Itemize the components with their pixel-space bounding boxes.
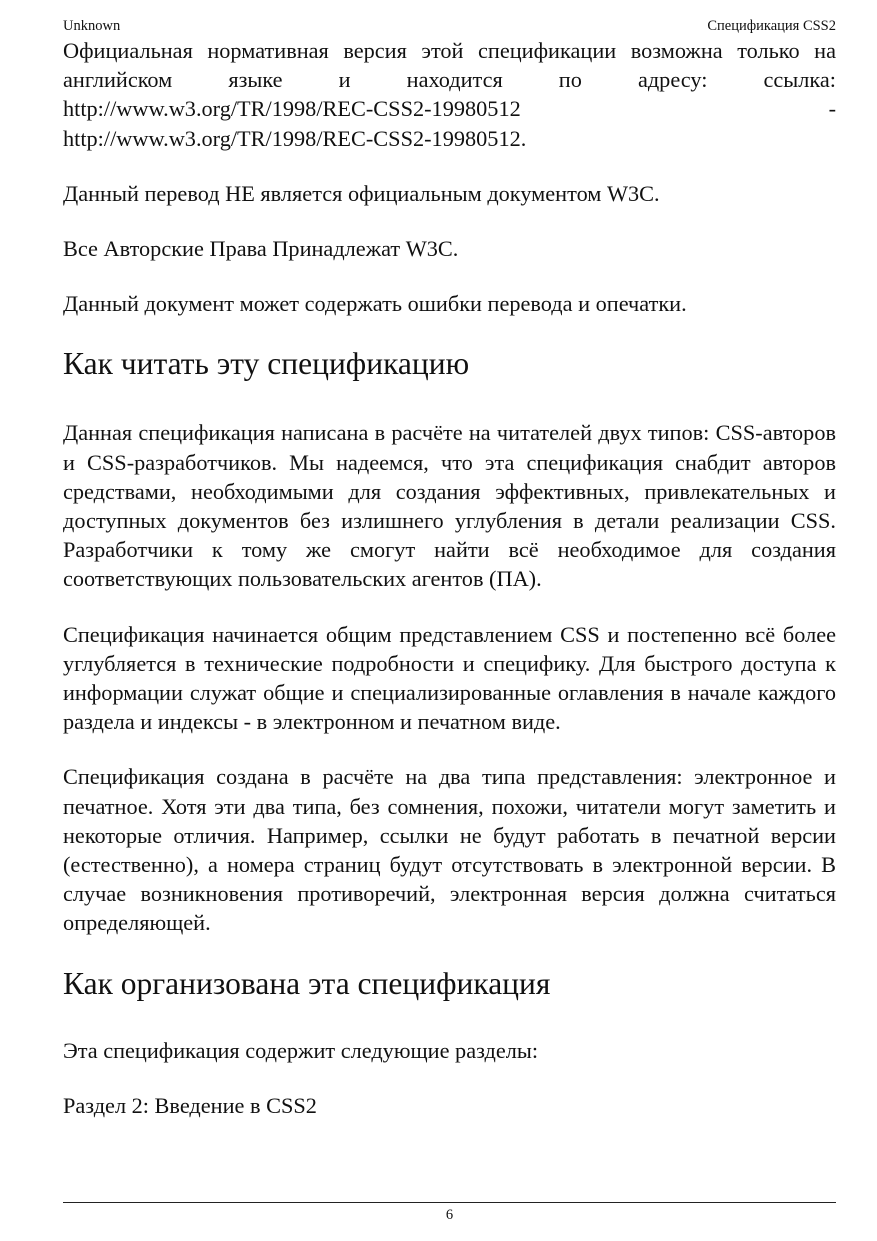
paragraph-presentation: Спецификация создана в расчёте на два типа представления: электронное и печатное. Хотя эти два типа, без сомнения, похожи, читатели могут заметить и некоторые отличия. Например, ссылки не будут работать в печатной версии (естественно), а номера страниц будут отсутствовать в электронной версии. В случае возникновения противоречий, электронная версия должна считаться определяющей. (63, 764, 836, 936)
section-list-item: Раздел 2: Введение в CSS2 (63, 1092, 317, 1118)
spec-link-url[interactable]: http://www.w3.org/TR/1998/REC-CSS2-19980512 (63, 96, 521, 122)
url-line (63, 94, 836, 123)
header-right-title: Спецификация CSS2 (707, 18, 836, 34)
spec-link-url-second[interactable]: http://www.w3.org/TR/1998/REC-CSS2-19980512. (63, 125, 527, 151)
section-heading-how-to-read: Как читать эту спецификацию (63, 346, 470, 382)
paragraph-structure: Спецификация начинается общим представлением CSS и постепенно всё более углубляется в технические подробности и специфику. Для быстрого доступа к информации служат общие и специализированные оглавления в начале каждого раздела и индексы - в электронном и печатном виде. (63, 621, 836, 735)
page-content (63, 36, 836, 1120)
paragraph-sections-intro: Эта спецификация содержит следующие разделы: (63, 1037, 539, 1063)
official-version-text: Официальная нормативная версия этой спецификации возможна только на английском языке и находится по адресу: ссылка: (63, 38, 836, 93)
page-number: 6 (445, 1207, 454, 1223)
errors-disclaimer: Данный документ может содержать ошибки перевода и опечатки. (63, 291, 687, 317)
footer-divider (63, 1202, 836, 1203)
copyright-notice: Все Авторские Права Принадлежат W3C. (63, 236, 459, 262)
section-heading-organization: Как организована эта спецификация (63, 965, 551, 1001)
official-version-notice (63, 36, 836, 153)
document-page (63, 0, 836, 1241)
paragraph-audience: Данная спецификация написана в расчёте на читателей двух типов: CSS-авторов и CSS-разработчиков. Мы надеемся, что эта спецификация снабдит авторов средствами, необходимыми для создания эффективных, привлекательных и доступных документов без излишнего углубления в детали реализации CSS. Разработчики к тому же смогут найти всё необходимое для создания соответствующих пользовательских агентов (ПА). (63, 420, 836, 592)
header-left-text: Unknown (63, 18, 121, 34)
running-header (63, 17, 836, 35)
not-official-notice: Данный перевод НЕ является официальным документом W3C. (63, 180, 660, 206)
url-separator-dash: - (828, 96, 836, 122)
